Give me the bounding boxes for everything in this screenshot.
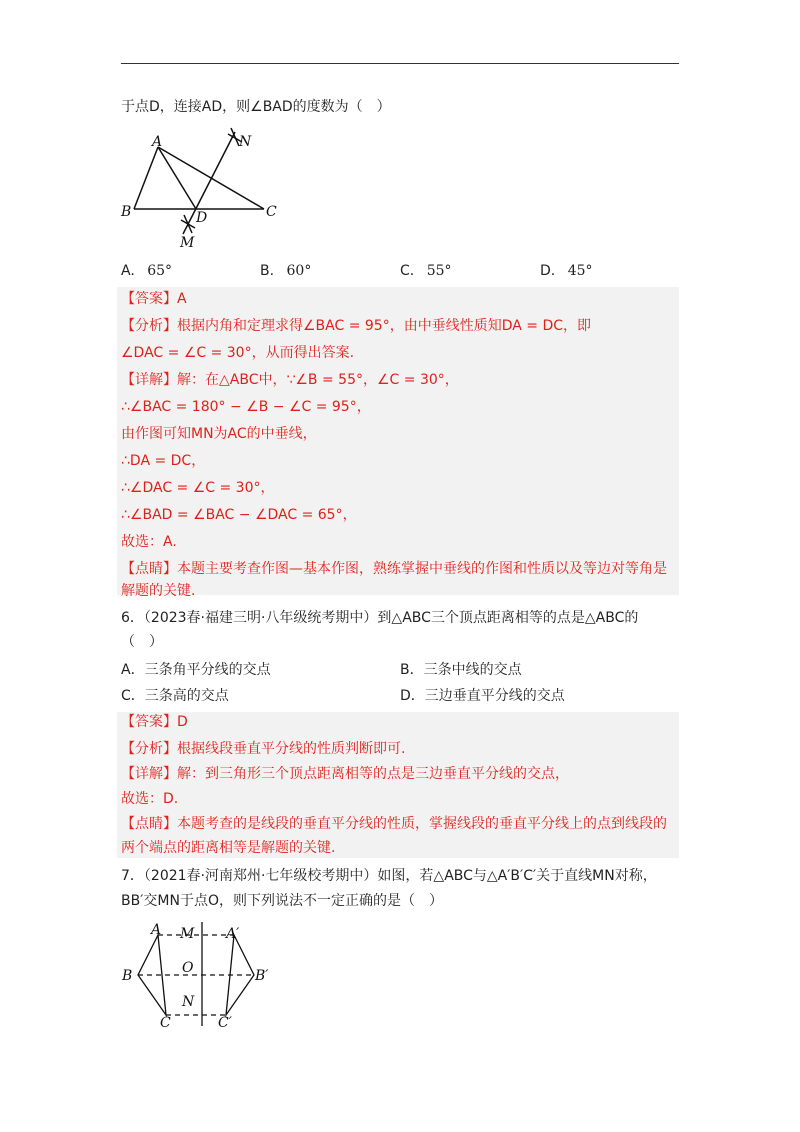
q5-option-a[interactable] [121,261,172,281]
label-c: C [160,1015,171,1030]
q5-detail-6: ∴∠BAD = ∠BAC − ∠DAC = 65°， [121,507,357,523]
q5-figure [118,122,293,252]
label-c: C [266,204,277,220]
q5-choose: 故选：A. [121,534,177,550]
label-n: N [182,994,195,1010]
option-letter: D. [540,263,556,279]
label-b: B [122,968,133,984]
label-m: M [180,926,195,942]
option-value: 60° [286,263,312,279]
q5-stem-tail: 于点D，连接AD，则∠BAD的度数为（ ） [121,99,391,115]
option-letter: A. [121,263,135,279]
q5-option-b[interactable] [260,261,311,281]
q7-stem-2: BB′交MN于点O，则下列说法不一定正确的是（ ） [121,893,443,909]
q5-detail-3: 由作图可知MN为AC的中垂线， [121,426,317,442]
q5-detail-1: 【详解】解：在△ABC中，∵∠B = 55°，∠C = 30°， [121,372,459,388]
q6-stem-2: （ ） [121,634,163,650]
label-o: O [182,960,194,976]
option-value: 45° [567,263,593,279]
q6-stem-1: 6．（2023春·福建三明·八年级统考期中）到△ABC三个顶点距离相等的点是△ABC的 [121,610,639,626]
q6-option-a[interactable]: A．三条角平分线的交点 [121,662,271,678]
option-value: 55° [426,263,452,279]
q6-solution-box [117,712,679,858]
option-letter: C. [400,263,415,279]
q5-analysis-1: 【分析】根据内角和定理求得∠BAC = 95°，由中垂线性质知DA = DC，即 [121,318,592,334]
label-a: A [152,134,163,150]
q5-option-d[interactable] [540,261,593,281]
segment-ab [134,147,158,209]
q6-answer: 【答案】D [121,714,188,730]
q5-option-c[interactable] [400,261,452,281]
q6-choose: 故选：D. [121,791,179,807]
q5-analysis-2: ∠DAC = ∠C = 30°，从而得出答案. [121,345,355,361]
q6-option-d[interactable]: D．三边垂直平分线的交点 [400,688,565,704]
q5-comment-1: 【点睛】本题主要考查作图—基本作图，熟练掌握中垂线的作图和性质以及等边对等角是 [121,561,667,577]
q5-detail-2: ∴∠BAC = 180° − ∠B − ∠C = 95°， [121,399,371,415]
q5-detail-4: ∴DA = DC， [121,453,206,469]
q6-option-b[interactable]: B．三条中线的交点 [400,662,522,678]
q5-comment-2: 解题的关键. [121,583,196,599]
segment-ad [158,147,196,209]
header-rule [121,63,679,64]
q6-comment-1: 【点睛】本题考查的是线段的垂直平分线的性质，掌握线段的垂直平分线上的点到线段的 [121,816,667,832]
label-a: A [151,922,162,938]
q5-answer: 【答案】A [121,291,187,307]
label-b: B [121,204,132,220]
label-d: D [196,210,208,226]
label-n: N [239,134,252,150]
option-value: 65° [147,263,173,279]
line-mn [183,132,235,234]
option-letter: B. [260,263,275,279]
q6-detail: 【详解】解：到三角形三个顶点距离相等的点是三边垂直平分线的交点， [121,766,569,782]
q7-figure [118,920,283,1030]
q5-detail-5: ∴∠DAC = ∠C = 30°， [121,480,275,496]
label-b-prime: B′ [255,968,269,984]
q7-stem-1: 7．（2021春·河南郑州·七年级校考期中）如图，若△ABC与△A′B′C′关于直线MN对称， [121,868,657,884]
label-a-prime: A′ [226,926,240,942]
q6-option-c[interactable]: C．三条高的交点 [121,688,229,704]
q6-comment-2: 两个端点的距离相等是解题的关键. [121,840,336,856]
label-m: M [180,235,195,251]
q6-analysis: 【分析】根据线段垂直平分线的性质判断即可. [121,741,406,757]
label-c-prime: C′ [218,1015,232,1030]
